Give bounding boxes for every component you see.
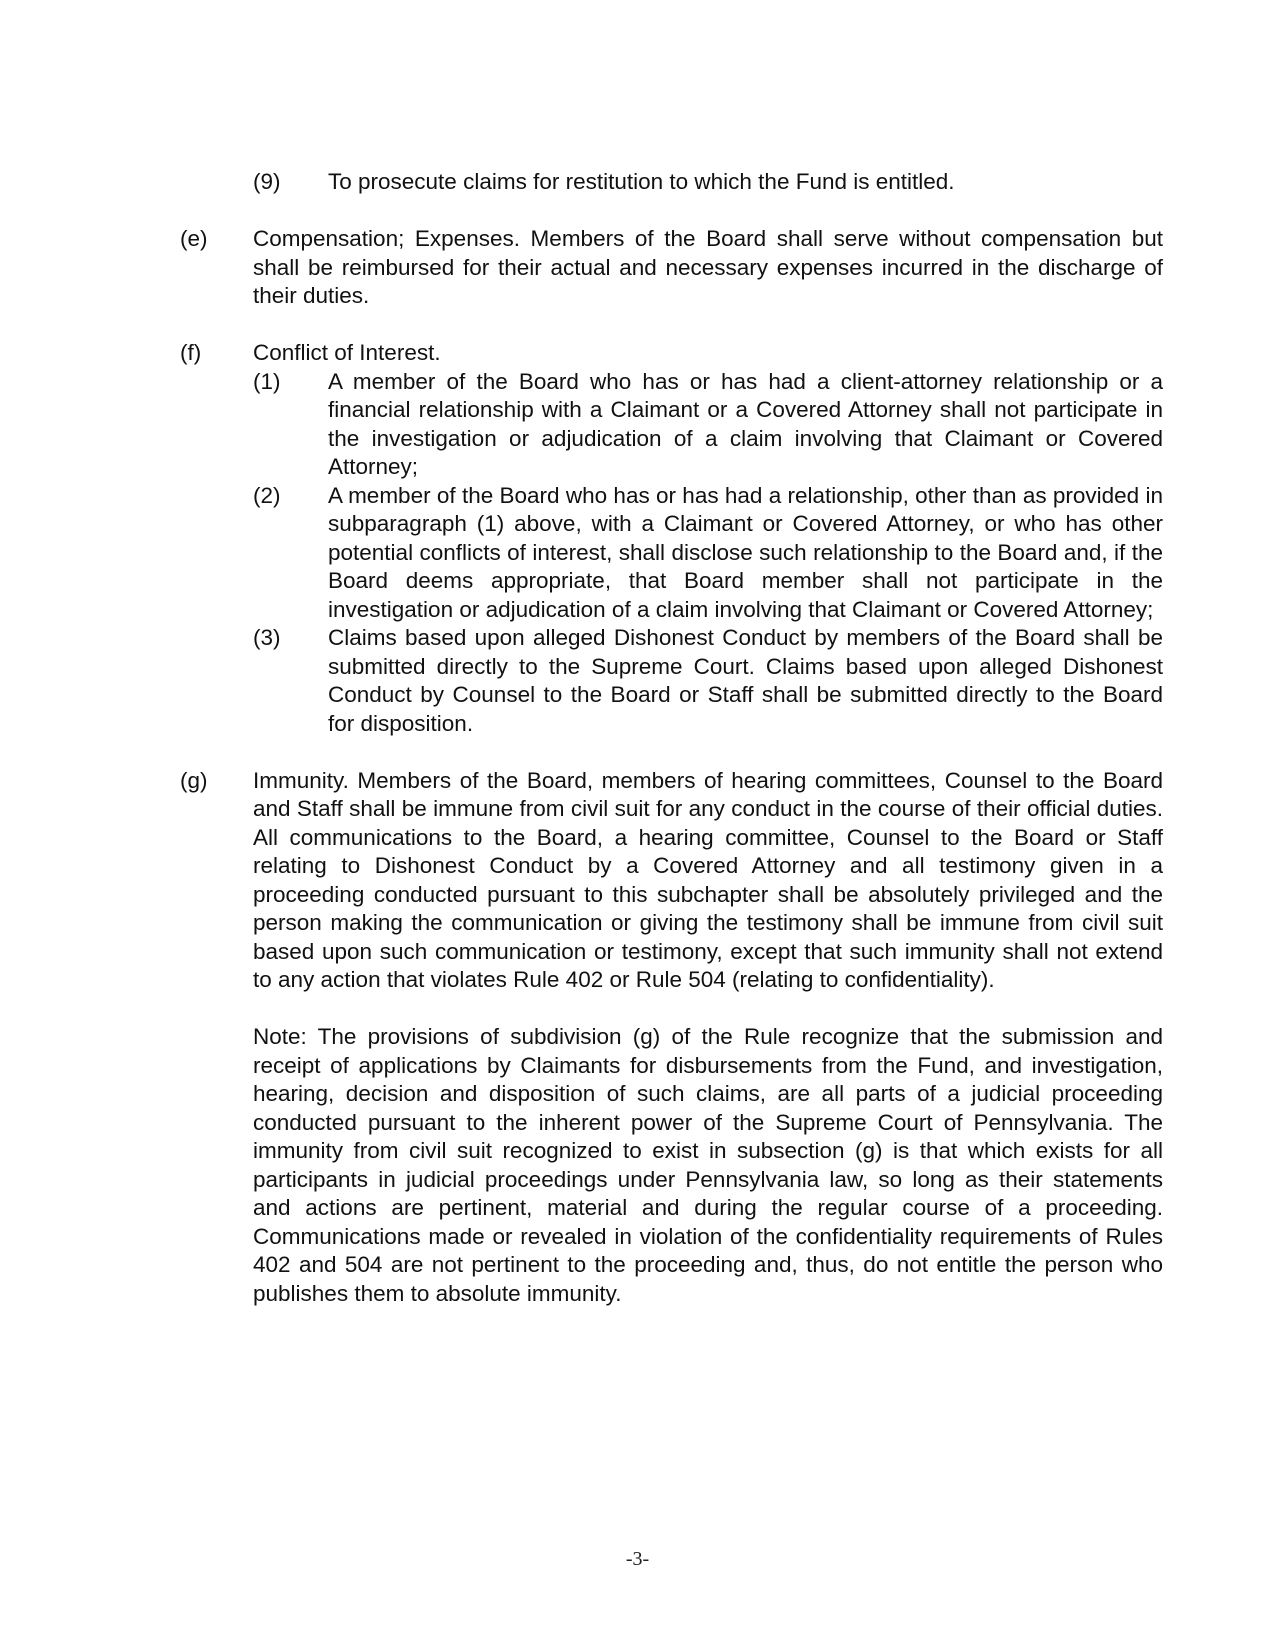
- clause-g: [0, 767, 1275, 995]
- document-body: [0, 168, 1275, 1308]
- clause-label: (g): [180, 767, 208, 793]
- subclause-text: Claims based upon alleged Dishonest Conduct by members of the Board shall be submitted directly to the Supreme Court. Claims based upon alleged Dishonest Conduct by Counsel to the Board or Staff shall be submitted directly to the Board for disposition.: [328, 625, 1163, 736]
- clause-f: [0, 339, 1275, 368]
- clause-text: Immunity. Members of the Board, members of hearing committees, Counsel to the Board and Staff shall be immune from civil suit for any conduct in the course of their official duties. All communications to the Board, a hearing committee, Counsel to the Board or Staff relating to Dishonest Conduct by a Covered Attorney and all testimony given in a proceeding conducted pursuant to this subchapter shall be absolutely privileged and the person making the communication or giving the testimony shall be immune from civil suit based upon such communication or testimony, except that such immunity shall not extend to any action that violates Rule 402 or Rule 504 (relating to confidentiality).: [253, 767, 1163, 992]
- clause-e: [0, 225, 1275, 311]
- subclause-f3: [0, 624, 1275, 738]
- clause-heading: Conflict of Interest.: [253, 340, 441, 365]
- subclause-f2: [0, 482, 1275, 625]
- clause-label: (f): [180, 340, 202, 365]
- clause-label: (9): [253, 169, 281, 194]
- note-paragraph: Note: The provisions of subdivision (g) of the Rule recognize that the submission and receipt of applications by Claimants for disbursements from the Fund, and investigation, hearing, decision and disposition of such claims, are all parts of a judicial proceeding conducted pursuant to the inherent power of the Supreme Court of Pennsylvania. The immunity from civil suit recognized to exist in subsection (g) is that which exists for all participants in judicial proceedings under Pennsylvania law, so long as their statements and actions are pertinent, material and during the regular course of a proceeding. Communications made or revealed in violation of the confidentiality requirements of Rules 402 and 504 are not pertinent to the proceeding and, thus, do not entitle the person who publishes them to absolute immunity.: [253, 1024, 1163, 1306]
- clause-text: Compensation; Expenses. Members of the Board shall serve without compensation but shall be reimbursed for their actual and necessary expenses incurred in the discharge of their duties.: [253, 226, 1163, 308]
- clause-label: (e): [180, 226, 208, 251]
- subclause-f1: [0, 368, 1275, 482]
- page-number: -3-: [625, 1548, 650, 1570]
- clause-text: To prosecute claims for restitution to which the Fund is entitled.: [328, 169, 955, 194]
- subclause-text: A member of the Board who has or has had a client-attorney relationship or a financial relationship with a Claimant or a Covered Attorney shall not participate in the investigation or adjudication of a claim involving that Claimant or Covered Attorney;: [328, 368, 1163, 479]
- subclause-label: (1): [253, 368, 281, 394]
- subclause-text: A member of the Board who has or has had a relationship, other than as provided in subparagraph (1) above, with a Claimant or Covered Attorney, or who has other potential conflicts of interest, shall disclose such relationship to the Board and, if the Board deems appropriate, that Board member shall not participate in the investigation or adjudication of a claim involving that Claimant or Covered Attorney;: [328, 482, 1163, 622]
- subclause-label: (3): [253, 625, 281, 650]
- clause-d9: [0, 168, 1275, 197]
- subclause-label: (2): [253, 482, 281, 508]
